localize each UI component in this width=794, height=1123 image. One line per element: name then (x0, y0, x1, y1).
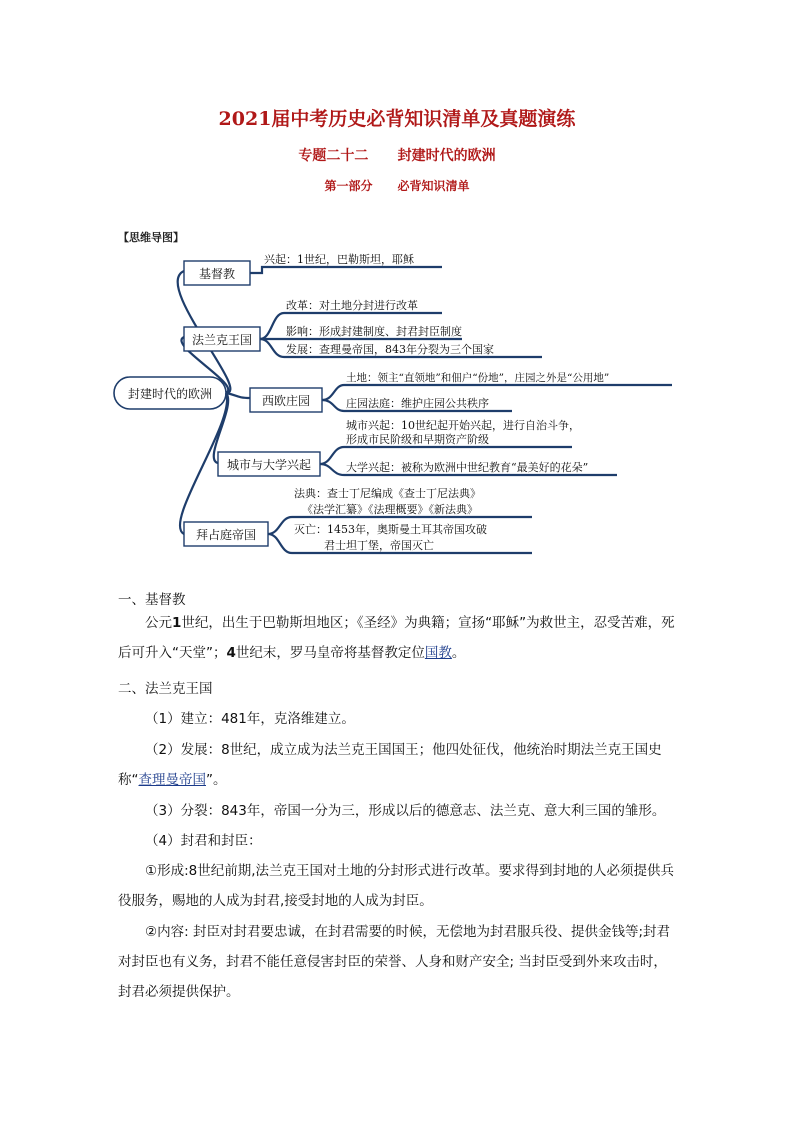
leaf-byzantine-code-2: 《法学汇纂》《法理概要》《新法典》 (302, 503, 478, 516)
leaf-byzantine-fall-2: 君士坦丁堡，帝国灭亡 (324, 539, 434, 552)
leaf-frank-impact: 影响：形成封建制度、封君封臣制度 (286, 325, 462, 338)
paragraph-christianity: 公元1世纪，出生于巴勒斯坦地区；《圣经》为典籍；宣扬“耶稣”为救世主，忍受苦难，死后可升入“天堂”；4世纪末，罗马皇帝将基督教定位国教。 (118, 615, 675, 661)
leaf-university-rise: 大学兴起：被称为欧洲中世纪教育“最美好的花朵” (346, 461, 589, 474)
mindmap-label: 【思维导图】 (118, 231, 184, 244)
leaf-byzantine-fall-1: 灭亡：1453年，奥斯曼土耳其帝国攻破 (294, 523, 487, 536)
branch-manor: 西欧庄园 (261, 394, 311, 408)
document-title: 2021届中考历史必背知识清单及真题演练 (218, 108, 576, 130)
item-development: （2）发展：8世纪，成立成为法兰克王国国王；他四处征伐，他统治时期法兰克王国史称“查理曼帝国”。 (118, 742, 662, 788)
leaf-city-rise-1: 城市兴起：10世纪起开始兴起，进行自治斗争， (346, 419, 580, 432)
link-charlemagne-empire[interactable]: 查理曼帝国 (138, 772, 206, 788)
leaf-frank-development: 发展：查理曼帝国，843年分裂为三个国家 (286, 343, 494, 356)
section-heading-christianity: 一、基督教 (118, 592, 186, 608)
branch-byzantine: 拜占庭帝国 (195, 528, 257, 542)
section-heading-frankish: 二、法兰克王国 (118, 681, 213, 697)
topic-subtitle: 专题二十二 封建时代的欧洲 (298, 148, 496, 164)
root-node: 封建时代的欧洲 (127, 387, 213, 401)
item-formation: ①形成:8世纪前期,法兰克王国对土地的分封形式进行改革。要求得到封地的人必须提供兵役服务，赐地的人成为封君,接受封地的人成为封臣。 (118, 863, 675, 909)
item-content: ②内容: 封臣对封君要忠诚，在封君需要的时候，无偿地为封君服兵役、提供金钱等;封君对封臣也有义务，封君不能任意侵害封臣的荣誉、人身和财产安全; 当封臣受到外来攻击时，封君必须提供保护。 (118, 924, 670, 1000)
link-national-religion[interactable]: 国教 (424, 645, 452, 661)
item-establishment: （1）建立：481年，克洛维建立。 (145, 711, 355, 727)
branch-christianity: 基督教 (198, 267, 236, 281)
leaf-christianity-rise: 兴起：1世纪，巴勒斯坦，耶稣 (264, 253, 414, 266)
part-heading: 第一部分 必背知识清单 (324, 179, 470, 193)
leaf-byzantine-code-1: 法典：查士丁尼编成《查士丁尼法典》 (294, 487, 481, 500)
leaf-manor-land: 土地：领主“直领地”和佃户“份地”，庄园之外是“公用地” (346, 372, 610, 384)
leaf-manor-court: 庄园法庭：维护庄园公共秩序 (346, 397, 489, 410)
branch-frankish-kingdom: 法兰克王国 (191, 333, 253, 347)
mind-map (112, 245, 677, 565)
leaf-frank-reform: 改革：对土地分封进行改革 (286, 299, 418, 312)
branch-cities-universities: 城市与大学兴起 (226, 458, 312, 472)
item-division: （3）分裂：843年，帝国一分为三，形成以后的德意志、法兰克、意大利三国的雏形。 (145, 803, 666, 819)
item-lords-vassals: （4）封君和封臣： (145, 833, 262, 849)
leaf-city-rise-2: 形成市民阶级和早期资产阶级 (346, 433, 489, 446)
